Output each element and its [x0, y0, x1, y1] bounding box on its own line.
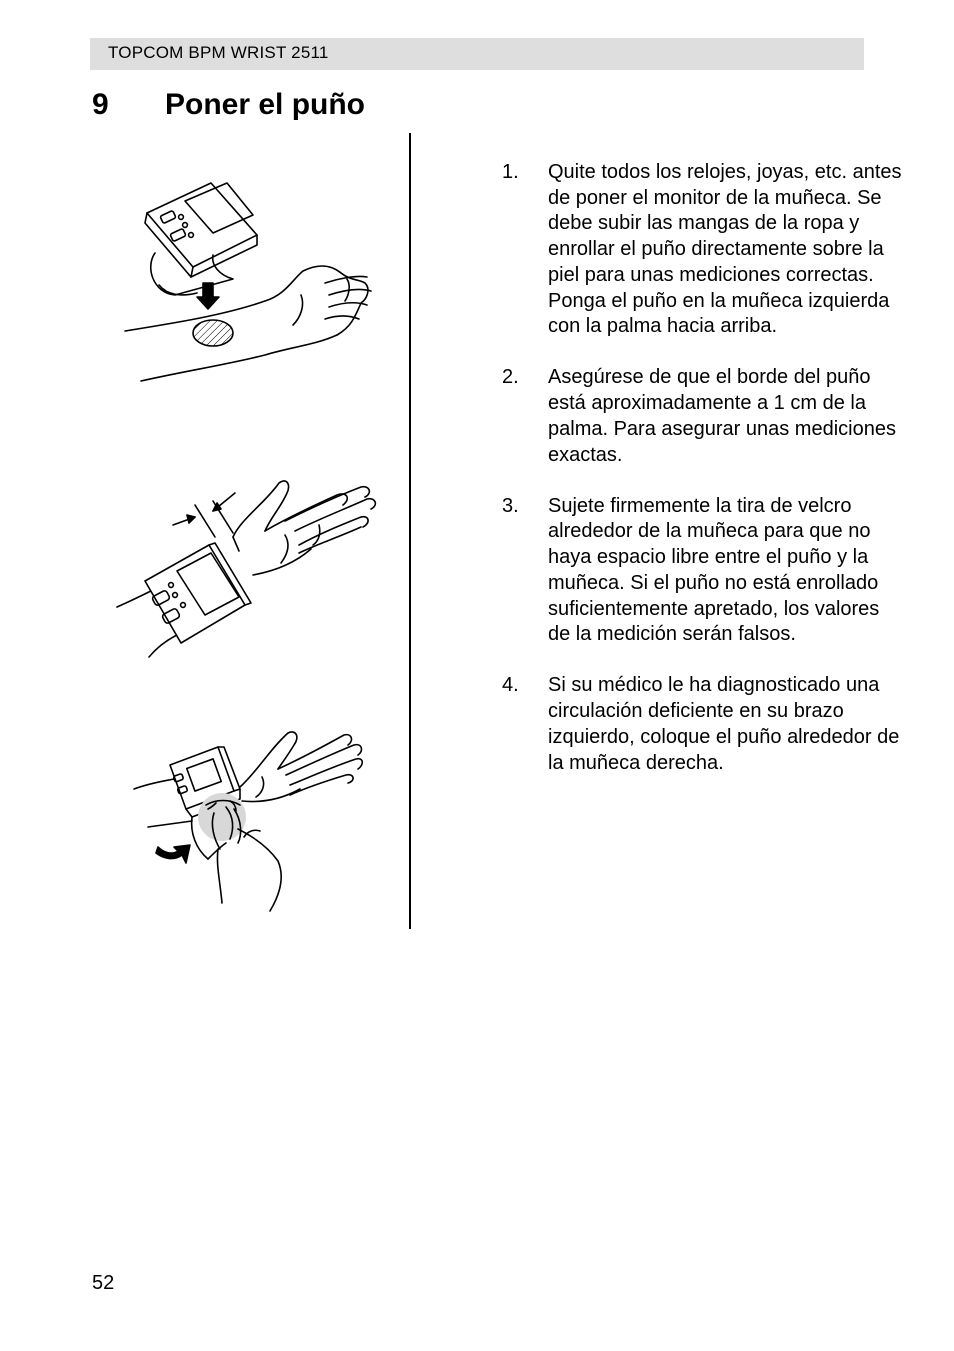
header-title: TOPCOM BPM WRIST 2511 [108, 43, 329, 62]
step-number: 1. [502, 161, 519, 183]
cuff-distance-icon [115, 475, 385, 660]
step-text: Sujete firmemente la tira de velcro alrededor de la muñeca para que no haya espacio libre entre el puño y la muñeca. Si el puño no está enrollado suficientemente apretado, los valores de la medición serán falsos. [548, 494, 880, 646]
section-title: Poner el puño [165, 88, 366, 121]
step-text: Asegúrese de que el borde del puño está aproximadamente a 1 cm de la palma. Para asegurar unas mediciones exactas. [548, 366, 896, 466]
column-divider [409, 133, 411, 929]
step-text: Si su médico le ha diagnosticado una circulación deficiente en su brazo izquierdo, coloque el puño alrededor de la muñeca derecha. [548, 674, 900, 774]
instruction-step [502, 494, 902, 648]
step-number: 3. [502, 494, 519, 517]
wrist-monitor-placement-icon [115, 175, 385, 385]
instruction-step [502, 673, 902, 776]
section-number: 9 [92, 88, 109, 121]
page-number: 52 [92, 1272, 115, 1294]
velcro-strap-icon [130, 725, 370, 915]
instruction-step [502, 160, 902, 340]
step-number: 2. [502, 366, 519, 389]
running-header [90, 38, 864, 70]
instruction-step [502, 365, 902, 468]
step-text: Quite todos los relojes, joyas, etc. antes de poner el monitor de la muñeca. Se debe subir las mangas de la ropa y enrollar el puño directamente sobre la piel para unas mediciones correctas. Ponga el puño en la muñeca izquierda con la palma hacia arriba. [548, 161, 902, 338]
step-number: 4. [502, 674, 519, 697]
instruction-list [462, 160, 902, 802]
